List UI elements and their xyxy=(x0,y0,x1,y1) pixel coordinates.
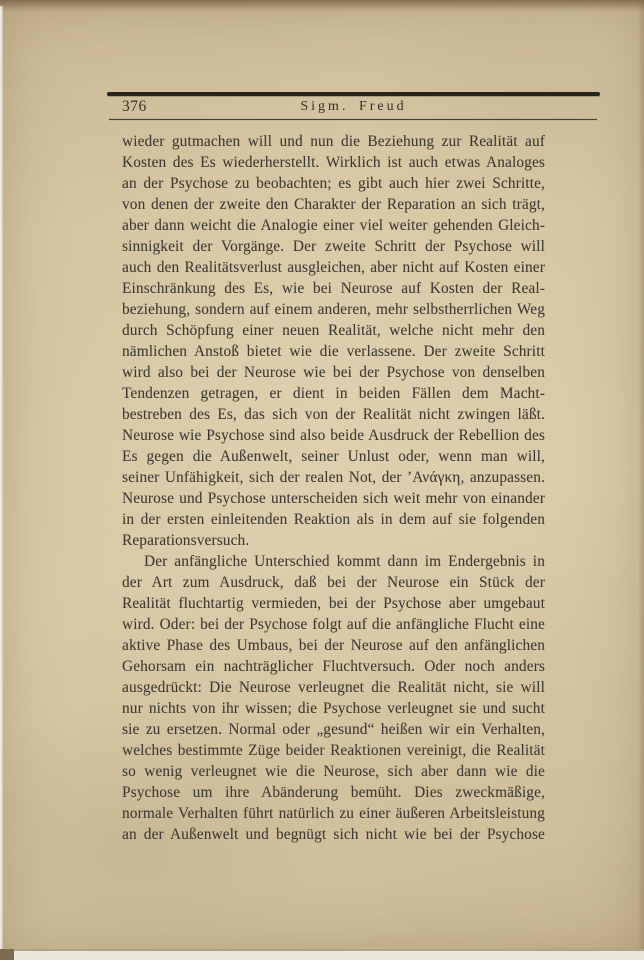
text-line: Gehorsam ein nachträglicher Fluchtversuch. Oder noch anders xyxy=(122,658,545,675)
text-line: durch Schöpfung einer neuen Realität, welche nicht mehr den xyxy=(122,322,545,339)
text-line: Es gegen die Außenwelt, seiner Unlust oder, wenn man will, xyxy=(122,448,545,465)
paragraph xyxy=(122,131,545,551)
text-line: Der anfängliche Unterschied kommt dann im Endergebnis in xyxy=(144,553,545,570)
text-line: sie zu ersetzen. Normal oder „gesund“ heißen wir ein Verhalten, xyxy=(122,721,545,738)
text-line: sinnigkeit der Vorgänge. Der zweite Schritt der Psychose will xyxy=(122,238,545,255)
text-line: wird. Oder: bei der Psychose folgt auf die anfängliche Flucht eine xyxy=(122,616,545,633)
text-line: Kosten des Es wiederherstellt. Wirklich ist auch etwas Analoges xyxy=(122,154,545,171)
text-line: in der ersten einleitenden Reaktion als in dem auf sie folgenden xyxy=(122,511,545,528)
scan-edge-bottom xyxy=(0,949,644,960)
text-line: beziehung, sondern auf einem anderen, mehr selbstherrlichen Weg xyxy=(122,301,545,318)
scan-edge-right xyxy=(638,0,644,960)
text-line: seiner Unfähigkeit, sich der realen Not, der ’Ανάγκη, anzupassen. xyxy=(122,469,545,486)
text-line: welches bestimmte Züge beider Reaktionen vereinigt, die Realität xyxy=(122,742,545,759)
scan-edge-top xyxy=(0,0,644,12)
scan-edge-left xyxy=(0,6,3,952)
scan-edge-bottom-corner xyxy=(0,949,14,960)
header-rule-thick xyxy=(107,92,600,96)
text-line: nämlichen Anstoß bietet wie die verlassene. Der zweite Schritt xyxy=(122,343,545,360)
running-head: Sigm. Freud xyxy=(300,99,407,114)
text-line: an der Außenwelt und begnügt sich nicht wie bei der Psychose xyxy=(122,826,545,843)
text-line: der Art zum Ausdruck, daß bei der Neurose ein Stück der xyxy=(122,574,545,591)
text-line: Neurose wie Psychose sind also beide Ausdruck der Rebellion des xyxy=(122,427,545,444)
text-line: Reparationsversuch. xyxy=(122,532,250,549)
page-header xyxy=(107,98,600,119)
text-line: an der Psychose zu beobachten; es gibt auch hier zwei Schritte, xyxy=(122,175,545,192)
paragraph xyxy=(122,551,545,845)
text-line: aber dann weicht die Analogie einer viel weiter gehenden Gleich- xyxy=(122,217,545,234)
header-rule-thin xyxy=(109,119,597,120)
text-line: wird also bei der Neurose wie bei der Psychose von denselben xyxy=(122,364,545,381)
text-line: aktive Phase des Umbaus, bei der Neurose auf den anfänglichen xyxy=(122,637,545,654)
text-line: so wenig verleugnet wie die Neurose, sich aber dann wie die xyxy=(122,763,545,780)
text-line: normale Verhalten führt natürlich zu einer äußeren Arbeitsleistung xyxy=(122,805,545,822)
text-line: Neurose und Psychose unterscheiden sich weit mehr von einander xyxy=(122,490,545,507)
text-line: nur nichts von ihr wissen; die Psychose verleugnet sie und sucht xyxy=(122,700,545,717)
text-line: wieder gutmachen will und nun die Beziehung zur Realität auf xyxy=(122,133,545,150)
text-line: Einschränkung des Es, wie bei Neurose auf Kosten der Real- xyxy=(122,280,545,297)
text-line: bestreben des Es, das sich von der Realität nicht zwingen läßt. xyxy=(122,406,545,423)
text-line: von denen der zweite den Charakter der Reparation an sich trägt, xyxy=(122,196,545,213)
page-number: 376 xyxy=(122,98,147,115)
text-line: Psychose um ihre Abänderung bemüht. Dies zweckmäßige, xyxy=(122,784,545,801)
text-line: Realität fluchtartig vermieden, bei der Psychose aber umgebaut xyxy=(122,595,545,612)
text-line: auch den Realitätsverlust ausgleichen, aber nicht auf Kosten einer xyxy=(122,259,545,276)
text-line: Tendenzen getragen, er dient in beiden Fällen dem Macht- xyxy=(122,385,545,402)
text-line: ausgedrückt: Die Neurose verleugnet die Realität nicht, sie will xyxy=(122,679,545,696)
body-text xyxy=(122,131,545,845)
